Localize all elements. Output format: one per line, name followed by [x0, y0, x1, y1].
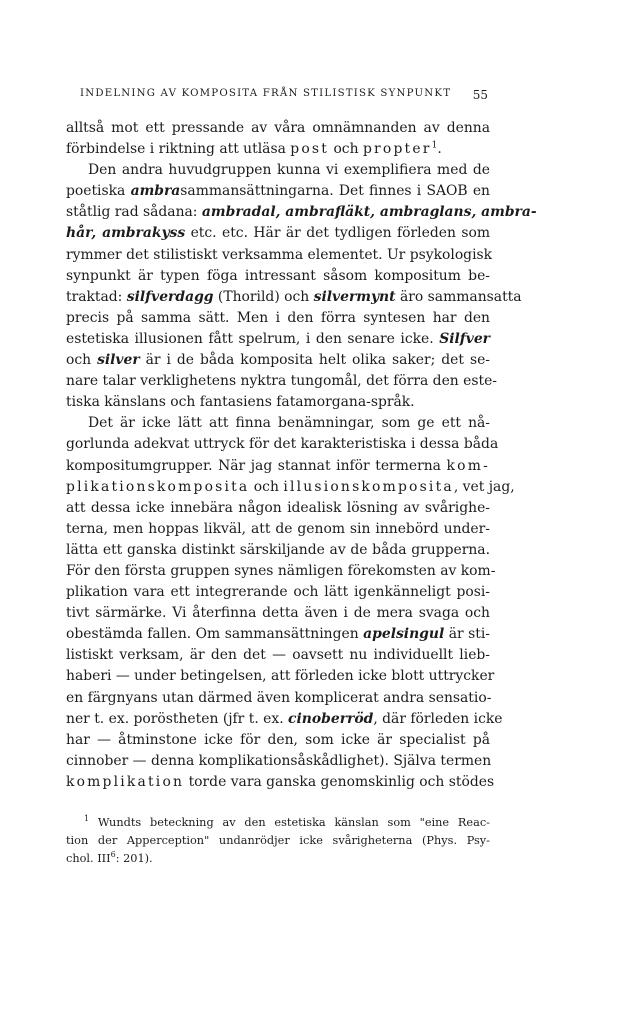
footnote-line: $^1$ Wundts beteckning av den estetiska känslan som "eine Reac-: [84, 814, 490, 829]
page-header: [66, 88, 488, 104]
text-line: precis på samma sätt. Men i den förra syntesen har den: [66, 309, 490, 326]
text-line: synpunkt är typen föga intressant såsom kompositum be-: [66, 267, 490, 284]
text-line: För den första gruppen synes nämligen förekomsten av kom-: [66, 562, 496, 579]
body-text: [66, 118, 537, 793]
text-line: Den andra huvudgruppen kunna vi exemplifiera med de: [88, 162, 490, 179]
text-line: och silver är i de båda komposita helt olika saker; det se-: [66, 352, 490, 369]
footnote-mark: 1: [84, 814, 90, 824]
text-line: förbindelse i riktning att utläsa post och propter$^1$.: [66, 140, 442, 158]
text-line: tiska känslans och fantasiens fatamorgana-språk.: [66, 394, 415, 411]
text-line: har — åtminstone icke för den, som icke är specialist på: [66, 731, 490, 748]
text-line: hår, ambrakyss etc. etc. Här är det tydligen förleden som: [66, 225, 490, 242]
text-line: en färgnyans utan därmed även komplicerat andra sensatio-: [66, 689, 492, 706]
text-line: att dessa icke innebära någon idealisk lösning av svårighe-: [66, 499, 490, 516]
text-line: gorlunda adekvat uttryck för det karakteristiska i dessa båda: [66, 436, 499, 453]
text-line: estetiska illusionen fått spelrum, i den senare icke. Silfver: [66, 330, 490, 347]
text-line: ner t. ex. poröstheten (jfr t. ex. cinoberröd, där förleden icke: [66, 710, 503, 727]
text-line: komplikation torde vara ganska genomskinlig och stödes: [66, 773, 495, 790]
text-line: plikation vara ett integrerande och lätt igenkänneligt posi-: [66, 584, 490, 601]
text-line: haberi — under betingelsen, att förleden icke blott uttrycker: [66, 668, 495, 685]
text-line: alltså mot ett pressande av våra omnämnanden av denna: [66, 120, 490, 136]
text-line: plikationskomposita och illusionskomposita, vet jag,: [66, 478, 515, 495]
footnote-line: tion der Apperception" undanrödjer icke svårigheterna (Phys. Psy-: [66, 834, 490, 847]
footnote-reference: 1: [431, 140, 438, 151]
text-line: terna, men hoppas likväl, att de genom sin innebörd under-: [66, 520, 490, 537]
text-line: lätta ett ganska distinkt särskiljande av de båda grupperna.: [66, 541, 490, 558]
footnote-line: chol. III$^6$: 201).: [66, 850, 153, 865]
text-line: traktad: silfverdagg (Thorild) och silvermynt äro sammansatta: [66, 288, 522, 305]
footnote: [66, 814, 490, 868]
text-line: ståtlig rad sådana: ambradal, ambrafläkt, ambraglans, ambra-: [66, 204, 537, 221]
text-line: rymmer det stilistiskt verksamma elementet. Ur psykologisk: [66, 246, 493, 263]
text-line: poetiska ambrasammansättningarna. Det finnes i SAOB en: [66, 183, 490, 200]
text-line: Det är icke lätt att finna benämningar, som ge ett nå-: [88, 415, 490, 432]
text-line: listiskt verksam, är den det — oavsett nu individuellt lieb-: [66, 647, 490, 664]
text-line: cinnober — denna komplikationsåskådlighet). Själva termen: [66, 752, 492, 769]
text-line: tivt särmärke. Vi återfinna detta även i de mera svaga och: [66, 605, 490, 622]
text-line: kompositumgrupper. När jag stannat inför termerna kom-: [66, 457, 490, 474]
page-number: 55: [472, 88, 488, 102]
text-line: obestämda fallen. Om sammansättningen apelsingul är sti-: [66, 626, 490, 643]
running-title: INDELNING AV KOMPOSITA FRÅN STILISTISK SYNPUNKT: [80, 88, 452, 99]
text-line: nare talar verklighetens nyktra tungomål, det förra den este-: [66, 373, 498, 390]
